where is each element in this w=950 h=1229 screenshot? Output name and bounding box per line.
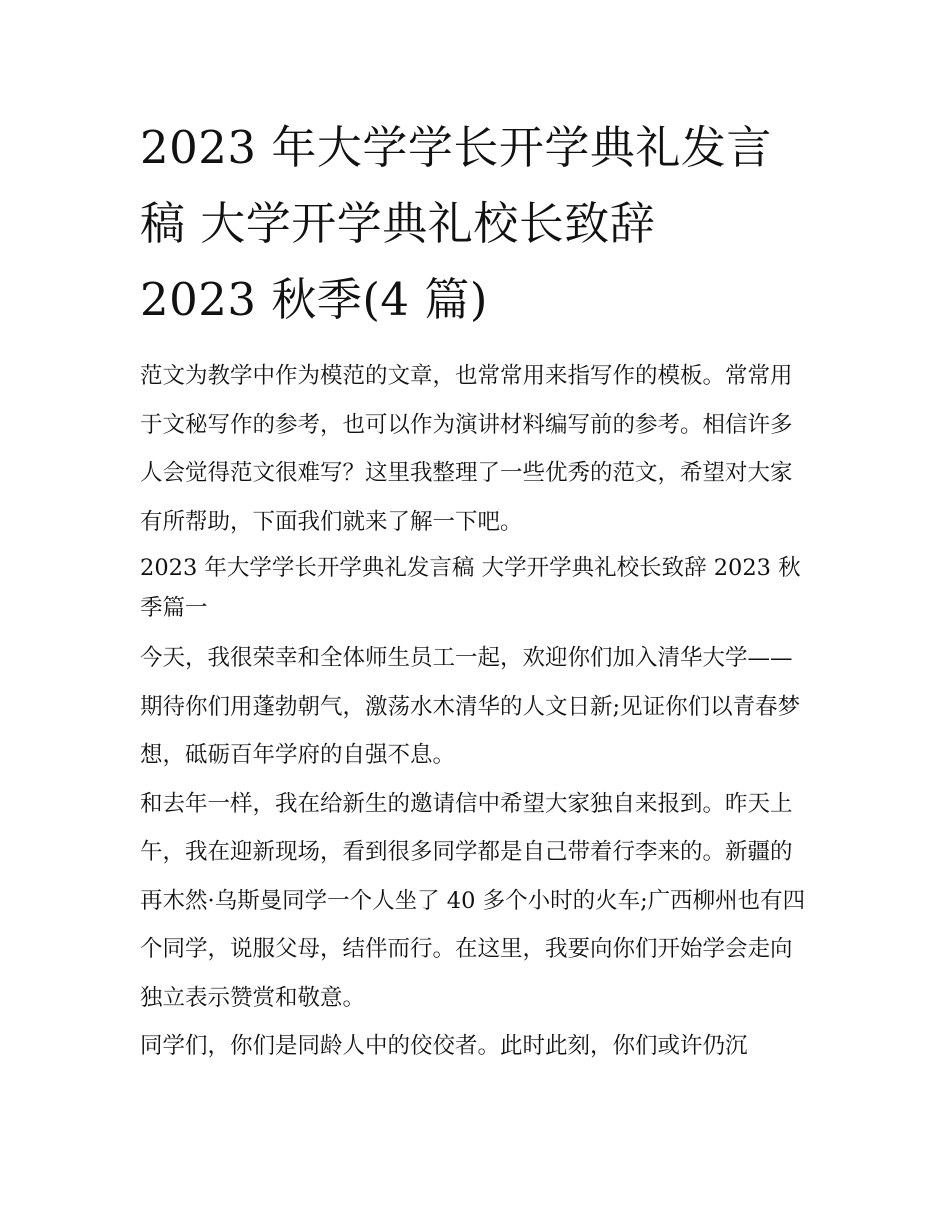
body-paragraph-3: 同学们，你们是同龄人中的佼佼者。此时此刻，你们或许仍沉	[140, 1033, 748, 1059]
document-title	[140, 110, 812, 338]
body-paragraph-2: 和去年一样，我在给新生的邀请信中希望大家独自来报到。昨天上午，我在迎新现场，看到很多同学都是自己带着行李来的。新疆的再木然·乌斯曼同学一个人坐了 40 多个小时的火车;广西柳州也有四个同学，说服父母，结伴而行。在这里，我要向你们开始学会走向独立表示赞赏和敬意。	[140, 790, 806, 1011]
intro-paragraph: 范文为教学中作为模范的文章，也常常用来指写作的模板。常常用于文秘写作的参考，也可以作为演讲材料编写前的参考。相信许多人会觉得范文很难写？这里我整理了一些优秀的范文，希望对大家有所帮助，下面我们就来了解一下吧。	[140, 363, 793, 535]
body-paragraph-1: 今天，我很荣幸和全体师生员工一起，欢迎你们加入清华大学——期待你们用蓬勃朝气，激荡水木清华的人文日新;见证你们以青春梦想，砥砺百年学府的自强不息。	[140, 645, 801, 768]
title-line-2: 稿 大学开学典礼校长致辞	[140, 197, 656, 250]
document-page	[140, 110, 812, 1071]
title-line-1: 2023 年大学学长开学典礼发言	[140, 121, 772, 174]
section-heading: 2023 年大学学长开学典礼发言稿 大学开学典礼校长致辞 2023 秋季篇一	[140, 555, 801, 621]
title-line-3: 2023 秋季(4 篇)	[140, 273, 488, 326]
